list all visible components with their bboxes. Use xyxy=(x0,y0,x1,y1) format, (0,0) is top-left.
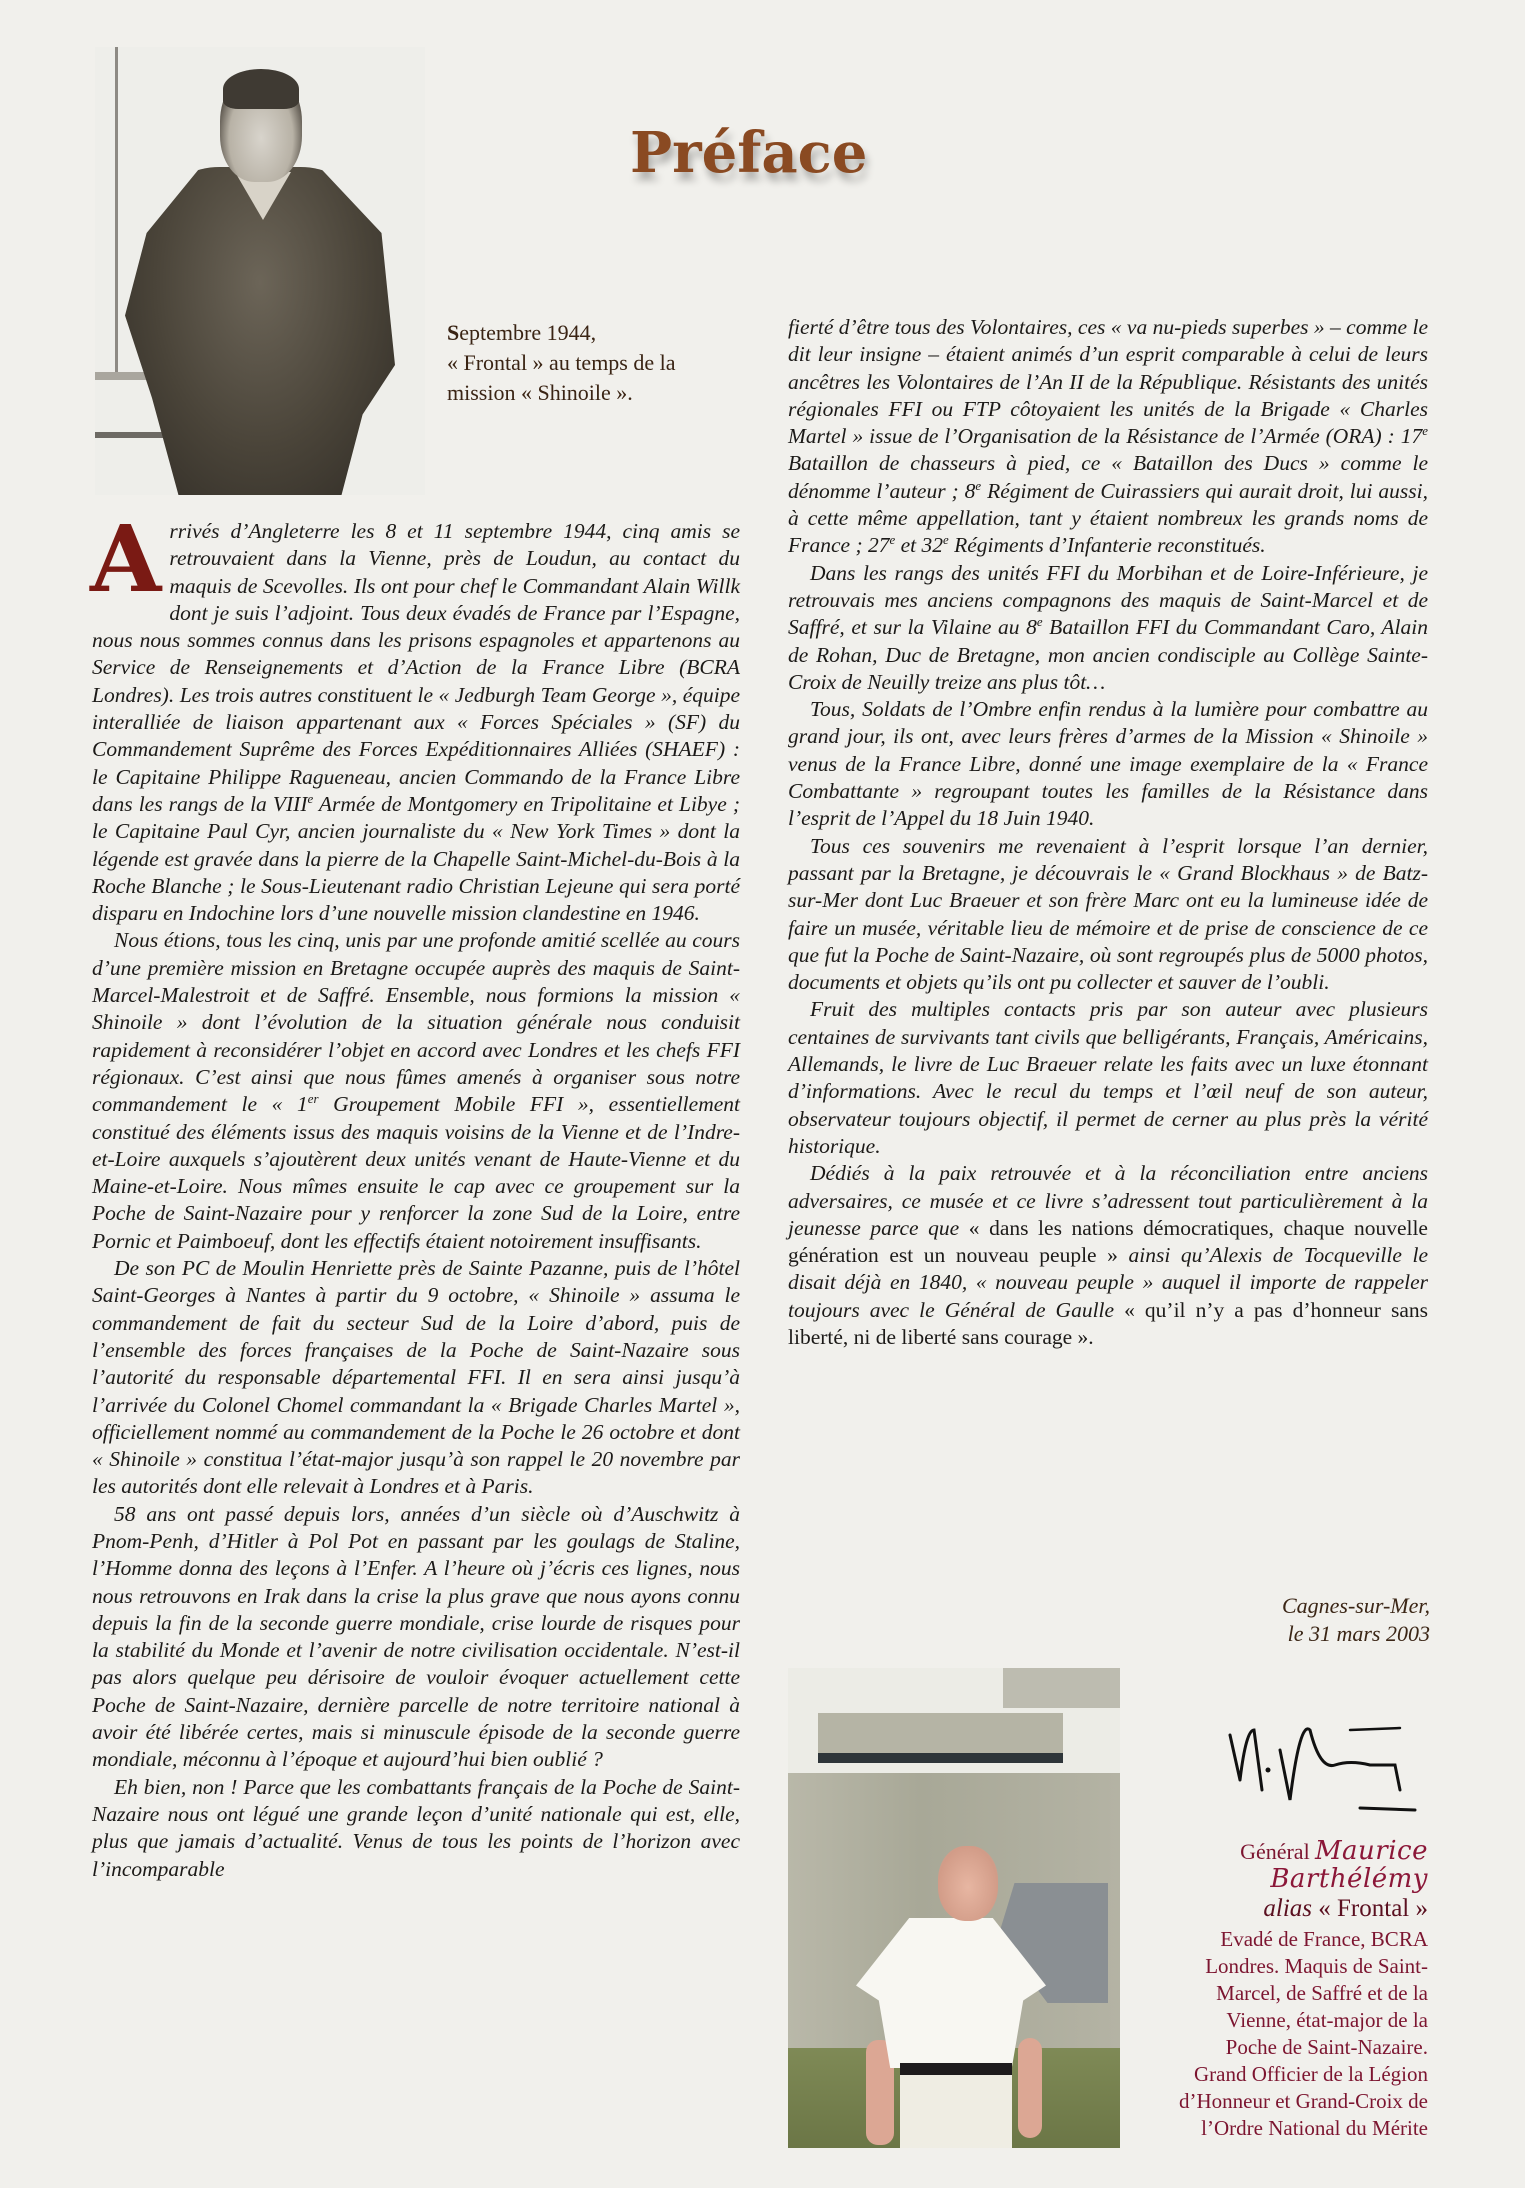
caption-line-1 xyxy=(447,318,737,348)
author-bio: Evadé de France, BCRA Londres. Maquis de Saint- Marcel, de Saffré et de la Vienne, état-major de la Poche de Saint-Nazaire. Grand Officier de la Légion d’Honneur et Grand-Croix de l’Ordre National du Mérite xyxy=(1178,1927,1428,2140)
paragraph: Arrivés d’Angleterre les 8 et 11 septembre 1944, cinq amis se retrouvaient dans la Vienne, près de Loudun, au contact du maquis de Scevolles. Ils ont pour chef le Commandant Alain Willk dont je suis l’adjoint. Tous deux évadés de France par l’Espagne, nous nous sommes connus dans les prisons espagnoles et appartenons au Service de Renseignements et d’Action de la France Libre (BCRA Londres). Les trois autres constituent le « Jedburgh Team George », équipe interalliée de liaison appartenant aux « Forces Spéciales » (SF) du Commandement Suprême des Forces Expéditionnaires Alliées (SHAEF) : le Capitaine Philippe Ragueneau, ancien Commando de la France Libre dans les rangs de la VIIIe Armée de Montgomery en Tripolitaine et Libye ; le Capitaine Paul Cyr, ancien journaliste du « New York Times » dont la légende est gravée dans la pierre de la Chapelle Saint-Michel-du-Bois à la Roche Blanche ; le Sous-Lieutenant radio Christian Lejeune qui sera porté disparu en Indochine lors d’une nouvelle mission clandestine en 1946. xyxy=(90,505,740,926)
photo-bunker-top xyxy=(1003,1668,1120,1708)
photo-general-at-bunker xyxy=(788,1668,1120,2148)
body-column-left xyxy=(90,505,740,1883)
photo-figure-belt xyxy=(900,2063,1012,2075)
photo-figure-hair xyxy=(223,69,299,109)
caption-line-2: « Frontal » au temps de la xyxy=(447,350,676,375)
photo-wall-detail xyxy=(115,47,118,377)
author-first-name: Maurice xyxy=(1314,1836,1428,1866)
paragraph: fierté d’être tous des Volontaires, ces « va nu-pieds superbes » – comme le dit leur insigne – étaient animés d’un esprit comparable à celui de leurs ancêtres les Volontaires de l’An II de la République. Résistants des unités régionales FFI ou FTP côtoyaient les unités de la Brigade « Charles Martel » issue de l’Organisation de la Résistance de l’Armée (ORA) : 17e Bataillon de chasseurs à pied, ce « Bataillon des Ducs » comme le dénomme l’auteur ; 8e Régiment de Cuirassiers qui aurait droit, lui aussi, à cette même appellation, tant y étaient nombreux les grands noms de France ; 27e et 32e Régiments d’Infanterie reconstitués. xyxy=(788,315,1428,558)
page-title: Préface xyxy=(630,120,868,186)
paragraph: Fruit des multiples contacts pris par son auteur avec plusieurs centaines de survivants tant civils que belligérants, Français, Américains, Allemands, le livre de Luc Braeuer relate les faits avec un luxe étonnant d’informations. Avec le recul du temps et l’œil neuf de son auteur, observateur toujours objectif, il permet de cerner au plus près la vérité historique. xyxy=(788,997,1428,1158)
author-alias: alias « Frontal » xyxy=(1263,1895,1428,1922)
author-rank: Général xyxy=(1240,1839,1310,1864)
paragraph: Dans les rangs des unités FFI du Morbihan et de Loire-Inférieure, je retrouvais mes anciens compagnons des maquis de Saint-Marcel et de Saffré, et sur la Vilaine au 8e Bataillon FFI du Commandant Caro, Alain de Rohan, Duc de Bretagne, mon ancien condisciple au Collège Sainte-Croix de Neuilly treize ans plus tôt… xyxy=(788,560,1428,694)
photo-officer-1944 xyxy=(95,47,425,495)
caption-initial: S xyxy=(447,320,460,345)
author-name-line-1 xyxy=(1150,1838,1428,1866)
author-last-name: Barthélémy xyxy=(1270,1864,1428,1894)
dropcap-letter: A xyxy=(90,505,162,613)
paragraph: Tous, Soldats de l’Ombre enfin rendus à la lumière pour combattre au grand jour, ils ont, avec leurs frères d’armes de la Mission « Shinoile » venus de la France Libre, donné une image exemplaire de la « France Combattante » regroupant toutes les familles de la Résistance dans l’esprit de l’Appel du 18 Juin 1940. xyxy=(788,697,1428,831)
photo-figure-uniform xyxy=(125,167,395,495)
photo-bunker-slab xyxy=(818,1713,1063,1763)
photo-figure-arm xyxy=(1018,2038,1042,2138)
author-name-line-2 xyxy=(1150,1866,1428,1894)
signature-icon xyxy=(1210,1690,1430,1820)
paragraph: De son PC de Moulin Henriette près de Sainte Pazanne, puis de l’hôtel Saint-Georges à Nantes à partir du 9 octobre, « Shinoile » assuma le commandement de fait du secteur Sud de la Loire d’abord, puis de l’ensemble des forces françaises de la Poche de Saint-Nazaire sous l’autorité du responsable départemental FFI. Il en sera ainsi jusqu’à l’arrivée du Colonel Chomel commandant la « Brigade Charles Martel », officiellement nommé au commandement de la Poche le 26 octobre et dont « Shinoile » constitua l’état-major jusqu’à son rappel le 20 novembre par les autorités dont elle relevait à Londres et à Paris. xyxy=(92,1256,740,1499)
paragraph: Nous étions, tous les cinq, unis par une profonde amitié scellée au cours d’une première mission en Bretagne occupée auprès des maquis de Saint-Marcel-Malestroit et de Saffré. Ensemble, nous formions la mission « Shinoile » dont l’évolution de la situation générale nous conduisit rapidement à reconsidérer l’objet en accord avec Londres et les chefs FFI régionaux. C’est ainsi que nous fûmes amenés à organiser sous notre commandement le « 1er Groupement Mobile FFI », essentiellement constitué des éléments issus des maquis voisins de la Vienne et de l’Indre-et-Loire auxquels s’ajoutèrent deux unités venant de Haute-Vienne et du Maine-et-Loire. Nous mîmes ensuite le cap avec ce groupement sur la Poche de Saint-Nazaire pour y renforcer la zone Sud de la Loire, entre Pornic et Paimboeuf, dont les effectifs étaient notoirement insuffisants. xyxy=(92,928,740,1253)
author-block xyxy=(1150,1838,1428,2142)
tocqueville-quote: « dans les nations démocratiques, chaque nouvelle génération est un nouveau peuple » xyxy=(788,1215,1428,1268)
caption-date: eptembre 1944, xyxy=(459,320,597,345)
paragraph: Dédiés à la paix retrouvée et à la réconciliation entre anciens adversaires, ce musée et ce livre s’adressent tout particulièrement à la jeunesse parce que « dans les nations démocratiques, chaque nouvelle génération est un nouveau peuple » ainsi qu’Alexis de Tocqueville le disait déjà en 1840, « nouveau peuple » auquel il importe de rappeler toujours avec le Général de Gaulle « qu’il n’y a pas d’honneur sans liberté, ni de liberté sans courage ». xyxy=(788,1161,1429,1349)
body-column-right xyxy=(788,314,1428,1351)
de-gaulle-quote: « qu’il n’y a pas d’honneur sans liberté, ni de liberté sans courage ». xyxy=(788,1297,1429,1349)
paragraph: 58 ans ont passé depuis lors, années d’un siècle où d’Auschwitz à Pnom-Penh, d’Hitler à Pol Pot en passant par les goulags de Staline, l’Homme donna des leçons à l’Enfer. A l’heure où j’écris ces lignes, nous nous retrouvons en Irak dans la crise la plus grave que nous ayons connu depuis la fin de la seconde guerre mondiale, crise lourde de risques pour la stabilité du Monde et l’avenir de notre civilisation occidentale. N’est-il pas alors quelque peu dérisoire de vouloir évoquer actuellement cette Poche de Saint-Nazaire, dernière parcelle de notre territoire national à avoir été libérée certes, mais si minuscule épisode de la seconde guerre mondiale, méconnu à l’époque et aujourd’hui bien oublié ? xyxy=(92,1501,740,1772)
place: Cagnes-sur-Mer, xyxy=(1281,1593,1430,1618)
place-and-date xyxy=(1160,1592,1430,1648)
caption-line-3: mission « Shinoile ». xyxy=(447,380,633,405)
photo-figure-head xyxy=(938,1846,998,1921)
paragraph: Tous ces souvenirs me revenaient à l’esprit lorsque l’an dernier, passant par la Bretagne, je découvrais le « Grand Blockhaus » de Batz-sur-Mer dont Luc Braeuer et son frère Marc ont eu la lumineuse idée de faire un musée, véritable lieu de mémoire et de prise de conscience de ce que fut la Poche de Saint-Nazaire, où sont regroupés plus de 5000 photos, documents et objets qu’ils ont pu collecter et sauver de l’oubli. xyxy=(788,833,1428,995)
photo-caption xyxy=(447,318,737,408)
photo-figure-pants xyxy=(900,2075,1012,2148)
date: le 31 mars 2003 xyxy=(1287,1621,1430,1646)
photo-ledge-detail xyxy=(95,432,165,438)
paragraph: Eh bien, non ! Parce que les combattants français de la Poche de Saint-Nazaire nous ont légué une grande leçon d’unité nationale qui est, elle, plus que jamais d’actualité. Venus de tous les points de l’horizon avec l’incomparable xyxy=(92,1774,740,1881)
